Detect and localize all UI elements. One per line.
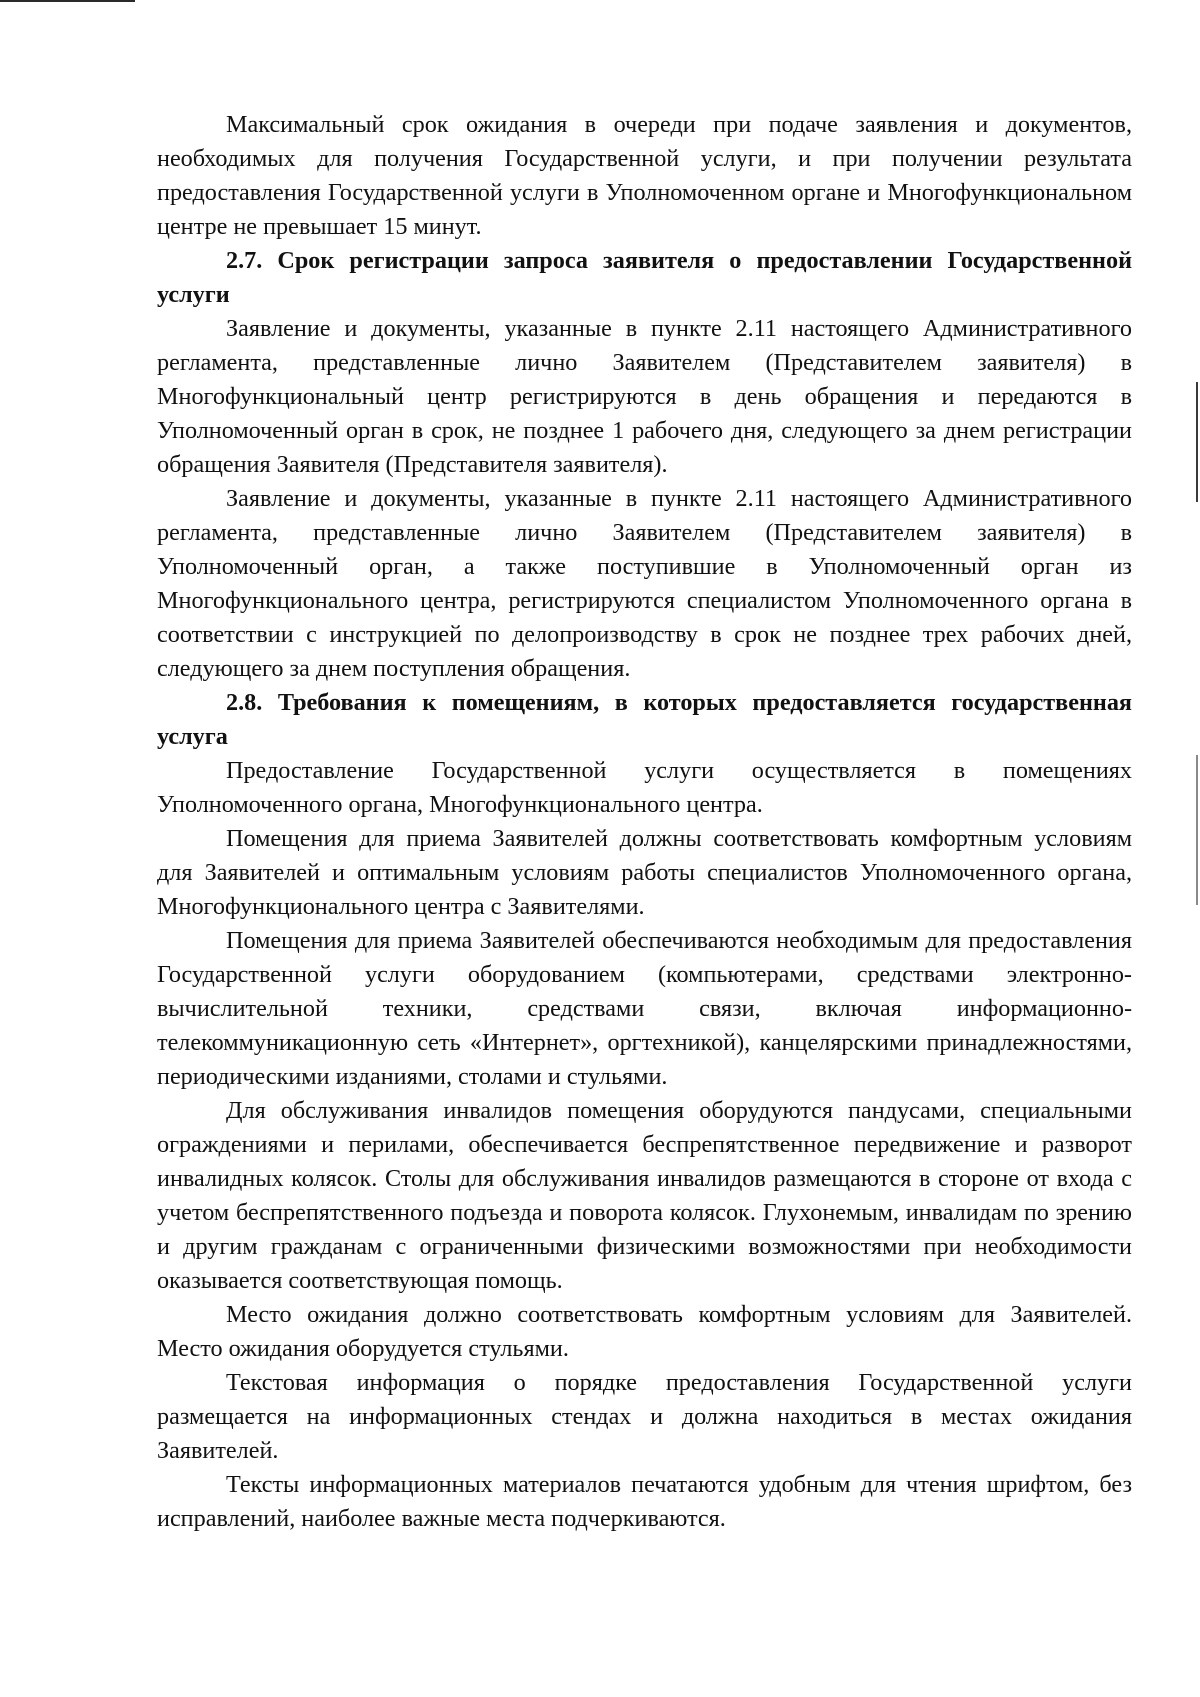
paragraph-info-materials: Тексты информационных материалов печатаются удобным для чтения шрифтом, без исправлений, наиболее важные места подчеркиваются. bbox=[157, 1471, 1132, 1532]
paragraph-info-stands: Текстовая информация о порядке предоставления Государственной услуги размещается на информационных стендах и должна находиться в местах ожидания Заявителей. bbox=[157, 1369, 1132, 1464]
scan-edge-mark bbox=[1196, 382, 1198, 502]
paragraph-mfc-registration: Заявление и документы, указанные в пункте 2.11 настоящего Административного регламента, представленные лично Заявителем (Представителем заявителя) в Многофункциональный центр регистрируются в день обращения и передаются в Уполномоченный орган в срок, не позднее 1 рабочего дня, следующего за днем регистрации обращения Заявителя (Представителя заявителя). bbox=[157, 315, 1132, 478]
paragraph-disabled-access: Для обслуживания инвалидов помещения оборудуются пандусами, специальными ограждениями и перилами, обеспечивается беспрепятственное передвижение и разворот инвалидных колясок. Столы для обслуживания инвалидов размещаются в стороне от входа с учетом беспрепятственного подъезда и поворота колясок. Глухонемым, инвалидам по зрению и другим гражданам с ограниченными физическими возможностями при необходимости оказывается соответствующая помощь. bbox=[157, 1097, 1132, 1294]
scan-edge-mark bbox=[0, 0, 135, 2]
paragraph-authority-registration: Заявление и документы, указанные в пункте 2.11 настоящего Административного регламента, представленные лично Заявителем (Представителем заявителя) в Уполномоченный орган, а также поступившие в Уполномоченный орган из Многофункционального центра, регистрируются специалистом Уполномоченного органа в соответствии с инструкцией по делопроизводству в срок не позднее трех рабочих дней, следующего за днем поступления обращения. bbox=[157, 485, 1132, 682]
paragraph-reception-conditions: Помещения для приема Заявителей должны соответствовать комфортным условиям для Заявителей и оптимальным условиям работы специалистов Уполномоченного органа, Многофункционального центра с Заявителями. bbox=[157, 825, 1132, 920]
section-heading-2-8: 2.8. Требования к помещениям, в которых предоставляется государственная услуга bbox=[157, 689, 1132, 750]
paragraph-equipment: Помещения для приема Заявителей обеспечиваются необходимым для предоставления Государственной услуги оборудованием (компьютерами, средствами электронно-вычислительной техники, средствами связи, включая информационно-телекоммуникационную сеть «Интернет», оргтехникой), канцелярскими принадлежностями, периодическими изданиями, столами и стульями. bbox=[157, 927, 1132, 1090]
paragraph-premises: Предоставление Государственной услуги осуществляется в помещениях Уполномоченного органа, Многофункционального центра. bbox=[157, 757, 1132, 818]
paragraph-waiting-time: Максимальный срок ожидания в очереди при подаче заявления и документов, необходимых для получения Государственной услуги, и при получении результата предоставления Государственной услуги в Уполномоченном органе и Многофункциональном центре не превышает 15 минут. bbox=[157, 111, 1132, 240]
scan-edge-mark bbox=[1196, 755, 1198, 905]
document-body bbox=[157, 108, 1132, 1536]
section-heading-2-7: 2.7. Срок регистрации запроса заявителя о предоставлении Государственной услуги bbox=[157, 247, 1132, 308]
paragraph-waiting-area: Место ожидания должно соответствовать комфортным условиям для Заявителей. Место ожидания оборудуется стульями. bbox=[157, 1301, 1132, 1362]
